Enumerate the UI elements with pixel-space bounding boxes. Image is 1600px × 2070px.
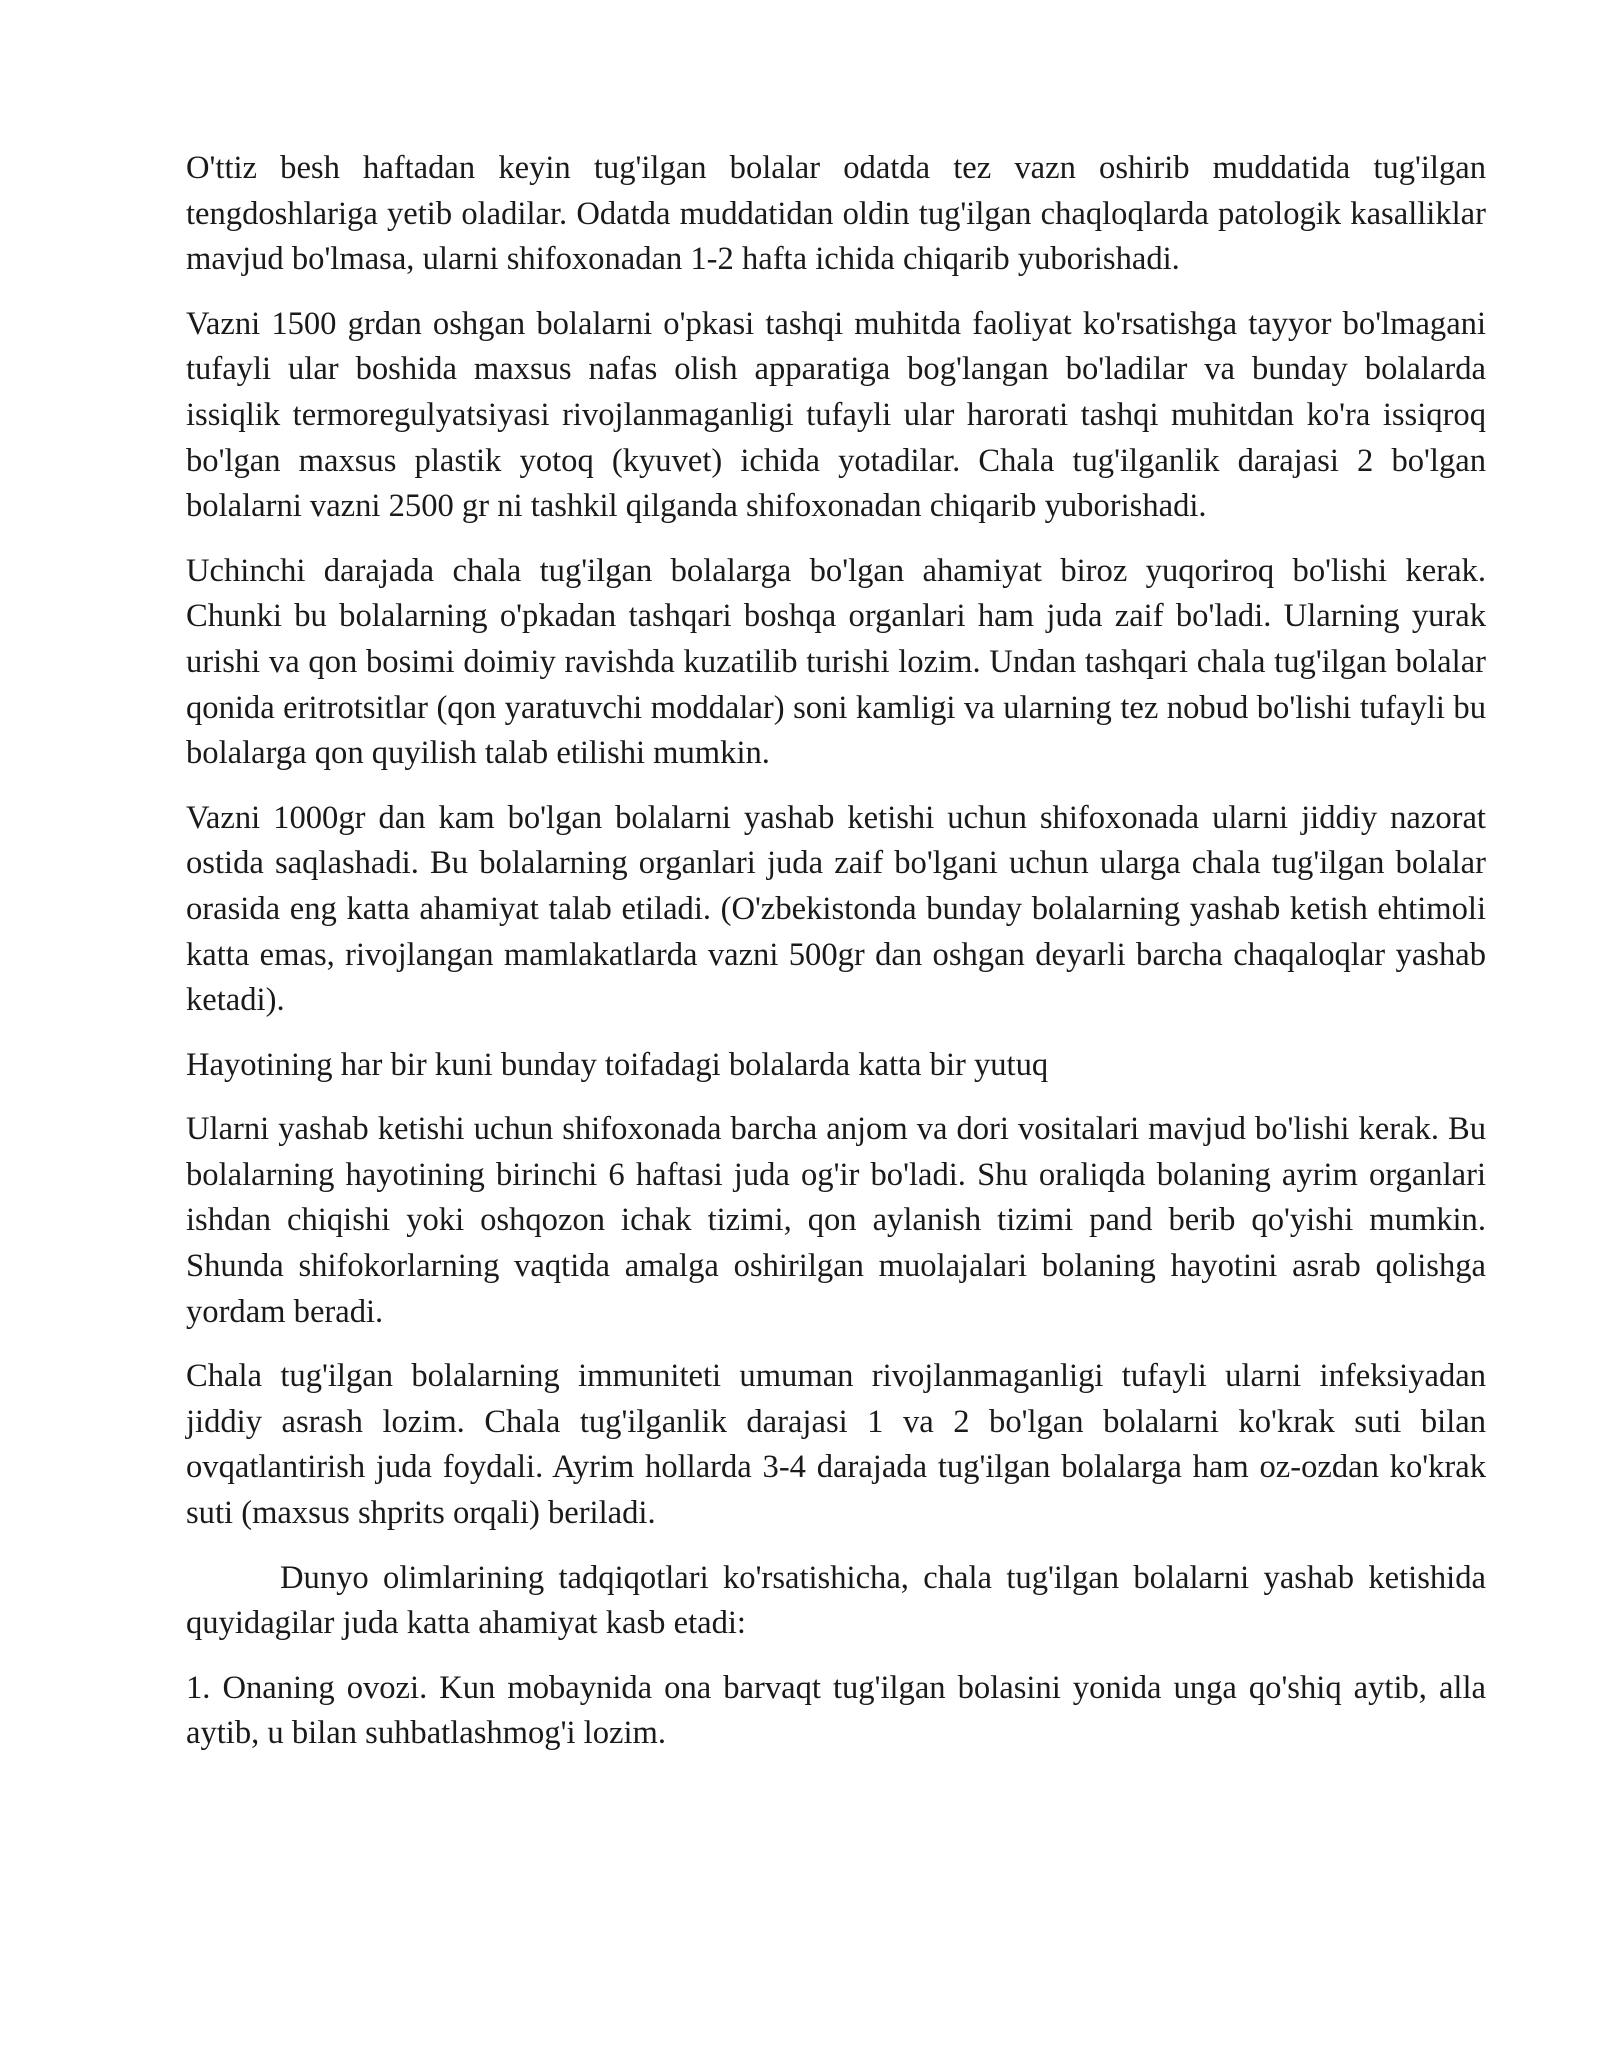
document-body <box>186 146 1486 1776</box>
paragraph-6: Ularni yashab ketishi uchun shifoxonada barcha anjom va dori vositalari mavjud bo'lishi kerak. Bu bolalarning hayotining birinchi 6 haftasi juda og'ir bo'ladi. Shu oraliqda bolaning ayrim organlari ishdan chiqishi yoki oshqozon ichak tizimi, qon aylanish tizimi pand berib qo'yishi mumkin. Shunda shifokorlarning vaqtida amalga oshirilgan muolajalari bolaning hayotini asrab qolishga yordam beradi. <box>186 1111 1486 1330</box>
paragraph-2: Vazni 1500 grdan oshgan bolalarni o'pkasi tashqi muhitda faoliyat ko'rsatishga tayyor bo'lmagani tufayli ular boshida maxsus nafas olish apparatiga bog'langan bo'ladilar va bunday bolalarda issiqlik termoregulyatsiyasi rivojlanmaganligi tufayli ular harorati tashqi muhitdan ko'ra issiqroq bo'lgan maxsus plastik yotoq (kyuvet) ichida yotadilar. Chala tug'ilganlik darajasi 2 bo'lgan bolalarni vazni 2500 gr ni tashkil qilganda shifoxonadan chiqarib yuborishadi. <box>186 305 1486 525</box>
paragraph-3: Uchinchi darajada chala tug'ilgan bolalarga bo'lgan ahamiyat biroz yuqoriroq bo'lishi kerak. Chunki bu bolalarning o'pkadan tashqari boshqa organlari ham juda zaif bo'ladi. Ularning yurak urishi va qon bosimi doimiy ravishda kuzatilib turishi lozim. Undan tashqari chala tug'ilgan bolalar qonida eritrotsitlar (qon yaratuvchi moddalar) soni kamligi va ularning tez nobud bo'lishi tufayli bu bolalarga qon quyilish talab etilishi mumkin. <box>186 552 1486 772</box>
paragraph-5: Hayotining har bir kuni bunday toifadagi bolalarda katta bir yutuq <box>186 1046 1049 1083</box>
paragraph-4: Vazni 1000gr dan kam bo'lgan bolalarni yashab ketishi uchun shifoxonada ularni jiddiy nazorat ostida saqlashadi. Bu bolalarning organlari juda zaif bo'lgani uchun ularga chala tug'ilgan bolalar orasida eng katta ahamiyat talab etiladi. (O'zbekistonda bunday bolalarning yashab ketish ehtimoli katta emas, rivojlangan mamlakatlarda vazni 500gr dan oshgan deyarli barcha chaqaloqlar yashab ketadi). <box>186 799 1486 1019</box>
paragraph-1: O'ttiz besh haftadan keyin tug'ilgan bolalar odatda tez vazn oshirib muddatida tug'ilgan tengdoshlariga yetib oladilar. Odatda muddatidan oldin tug'ilgan chaqloqlarda patologik kasalliklar mavjud bo'lmasa, ularni shifoxonadan 1-2 hafta ichida chiqarib yuborishadi. <box>186 150 1486 278</box>
paragraph-8: Dunyo olimlarining tadqiqotlari ko'rsatishicha, chala tug'ilgan bolalarni yashab ketishida quyidagilar juda katta ahamiyat kasb etadi: <box>186 1559 1486 1642</box>
paragraph-7: Chala tug'ilgan bolalarning immuniteti umuman rivojlanmaganligi tufayli ularni infeksiyadan jiddiy asrash lozim. Chala tug'ilganlik darajasi 1 va 2 bo'lgan bolalarni ko'krak suti bilan ovqatlantirish juda foydali. Ayrim hollarda 3-4 darajada tug'ilgan bolalarga ham oz-ozdan ko'krak suti (maxsus shprits orqali) beriladi. <box>186 1358 1486 1532</box>
list-item-1: 1. Onaning ovozi. Kun mobaynida ona barvaqt tug'ilgan bolasini yonida unga qo'shiq aytib, alla aytib, u bilan suhbatlashmog'i lozim. <box>186 1669 1486 1752</box>
